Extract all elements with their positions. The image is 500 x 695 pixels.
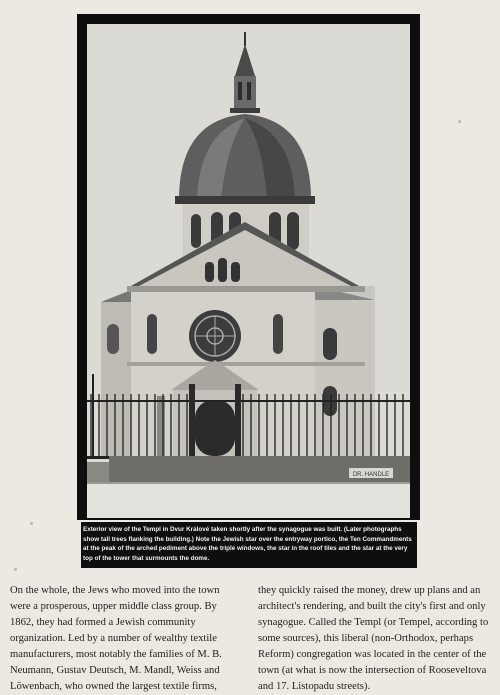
- body-text-left-column: On the whole, the Jews who moved into the town were a prosperous, upper middle class group. By 1862, they had formed a Jewish community organization. Led by a number of wealthy textile manufacturers, most notably the families of M. B. Neumann, Gustav Deutsch, M. Mandl, Weiss and Löwenbach, who owned the largest textile firms,: [10, 585, 222, 692]
- street-sign-text: DR. HANDLE: [352, 472, 390, 478]
- paper-speck: [458, 120, 461, 123]
- synagogue-photo: [87, 24, 410, 518]
- photo-caption: Exterior view of the Templ in Dvur Králové taken shortly after the synagogue was built. (Later photographs show tall trees flanking the building.) Note the Jewish star over the entryway portico, the Ten Commandments at the peak of the arched pediment above the triple windows, the star in the roof tiles and the star at the very top of the tower that surmounts the dome.: [81, 522, 417, 568]
- body-text-right-column: they quickly raised the money, drew up plans and an architect's rendering, and built the city's first and only synagogue. Called the Templ (or Tempel, according to some sources), this liberal (non-Orthodox, perhaps Reform) congregation was located in the center of the town (at what is now the intersection of Rooseveltova and 17. Listopadu streets).: [258, 585, 489, 692]
- paper-speck: [30, 522, 33, 525]
- photo-frame: [77, 14, 420, 562]
- paper-speck: [14, 568, 17, 571]
